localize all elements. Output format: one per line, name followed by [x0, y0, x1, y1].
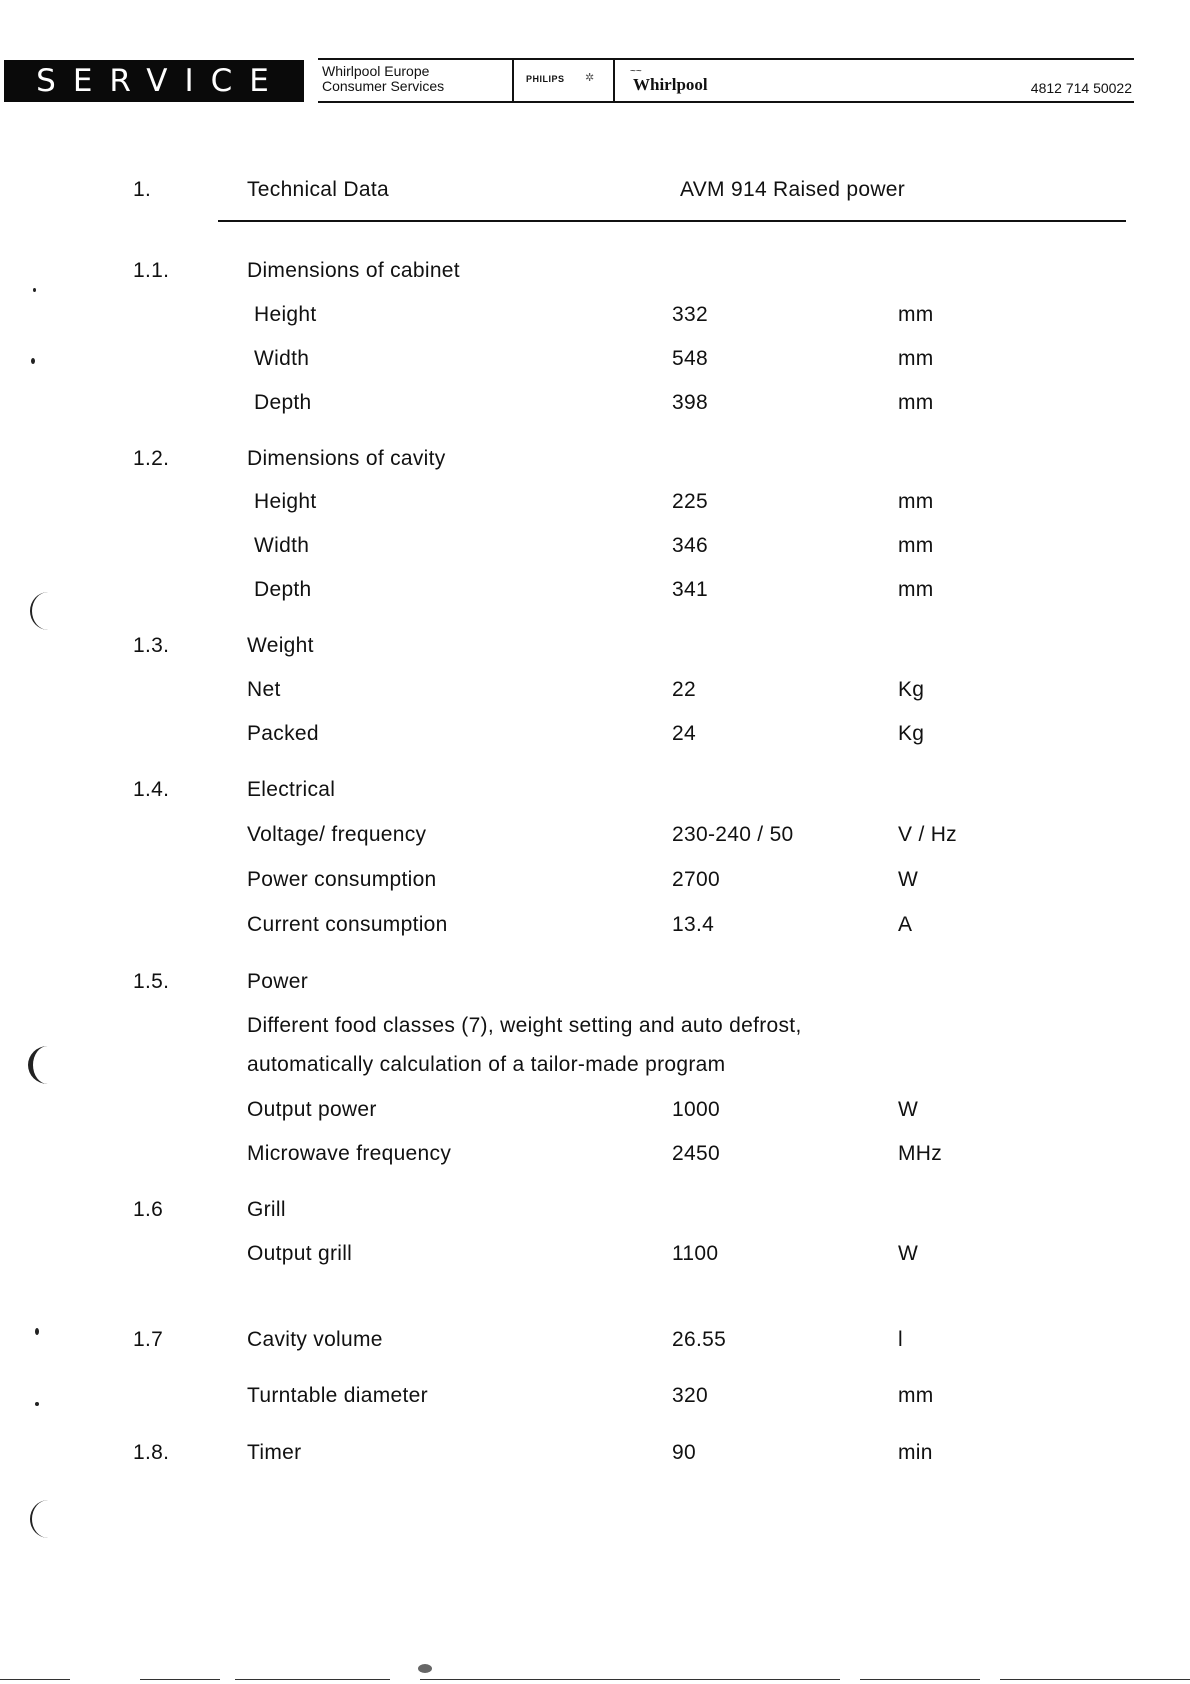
- row-value: 320: [672, 1384, 708, 1407]
- row-value: 225: [672, 490, 708, 513]
- footer-rule: [235, 1679, 390, 1680]
- section-number: 1.4.: [133, 778, 170, 801]
- row-unit: Kg: [898, 722, 925, 745]
- company-line: Whirlpool Europe: [322, 63, 430, 79]
- section-number: 1.6: [133, 1198, 164, 1221]
- row-label: Output grill: [247, 1242, 353, 1265]
- document-header: [0, 58, 1134, 104]
- row-unit: mm: [898, 303, 934, 326]
- row-unit: l: [898, 1328, 903, 1351]
- footer-rule: [1000, 1679, 1190, 1680]
- scan-speck: [418, 1664, 432, 1673]
- footer-rule: [0, 1679, 70, 1680]
- section-heading: Power: [247, 970, 309, 993]
- row-unit: Kg: [898, 678, 925, 701]
- row-unit: min: [898, 1441, 933, 1464]
- row-label: Cavity volume: [247, 1328, 383, 1351]
- row-unit: mm: [898, 534, 934, 557]
- service-banner: SERVICE: [4, 60, 304, 102]
- row-label: Height: [254, 490, 317, 513]
- row-value: 548: [672, 347, 708, 370]
- section-heading: Electrical: [247, 778, 336, 801]
- philips-logo: PHILIPS: [526, 74, 565, 84]
- row-label: Voltage/ frequency: [247, 823, 427, 846]
- footer-rule: [140, 1679, 220, 1680]
- row-value: 24: [672, 722, 696, 745]
- punch-hole-mark: [30, 1500, 66, 1538]
- scan-speck: [33, 288, 36, 292]
- row-unit: W: [898, 1242, 919, 1265]
- row-label: Output power: [247, 1098, 377, 1121]
- row-value: 2700: [672, 868, 720, 891]
- row-unit: W: [898, 1098, 919, 1121]
- row-value: 230-240 / 50: [672, 823, 794, 846]
- row-unit: mm: [898, 1384, 934, 1407]
- footer-rule: [860, 1679, 980, 1680]
- row-value: 2450: [672, 1142, 720, 1165]
- row-value: 346: [672, 534, 708, 557]
- header-divider: [613, 60, 615, 102]
- row-unit: mm: [898, 578, 934, 601]
- header-rule: [318, 58, 1134, 60]
- row-label: Packed: [247, 722, 319, 745]
- row-label: Net: [247, 678, 281, 701]
- row-label: Power consumption: [247, 868, 437, 891]
- philips-shield-icon: ✲: [585, 72, 595, 84]
- row-value: 1100: [672, 1242, 719, 1265]
- whirlpool-logo: Whirlpool: [633, 75, 708, 94]
- row-label: Depth: [254, 578, 312, 601]
- row-value: 1000: [672, 1098, 720, 1121]
- section-number: 1.1.: [133, 259, 170, 282]
- section-heading: Grill: [247, 1198, 286, 1221]
- company-name: [322, 64, 444, 94]
- row-label: Depth: [254, 391, 312, 414]
- row-value: 90: [672, 1441, 696, 1464]
- whirlpool-swirl-icon: ~~: [630, 66, 642, 77]
- section-heading: Weight: [247, 634, 314, 657]
- section-heading: Dimensions of cavity: [247, 447, 446, 470]
- description-line: Different food classes (7), weight setting and auto defrost,: [247, 1014, 802, 1037]
- header-rule: [318, 101, 1134, 103]
- row-label: Timer: [247, 1441, 302, 1464]
- row-unit: MHz: [898, 1142, 943, 1165]
- model-name: AVM 914 Raised power: [680, 178, 906, 201]
- row-unit: W: [898, 868, 919, 891]
- scan-speck: [35, 1402, 39, 1406]
- section-number: 1.8.: [133, 1441, 170, 1464]
- row-label: Current consumption: [247, 913, 448, 936]
- row-unit: V / Hz: [898, 823, 957, 846]
- title-rule: [218, 220, 1126, 222]
- scan-speck: [31, 358, 35, 364]
- row-value: 341: [672, 578, 708, 601]
- company-line: Consumer Services: [322, 78, 445, 94]
- row-value: 26.55: [672, 1328, 727, 1351]
- footer-rule: [420, 1679, 840, 1680]
- row-label: Turntable diameter: [247, 1384, 428, 1407]
- row-unit: mm: [898, 391, 934, 414]
- row-unit: A: [898, 913, 913, 936]
- header-divider: [512, 60, 514, 102]
- section-heading: Dimensions of cabinet: [247, 259, 460, 282]
- description-line: automatically calculation of a tailor-made program: [247, 1053, 726, 1076]
- punch-hole-mark: [30, 592, 66, 630]
- row-unit: mm: [898, 490, 934, 513]
- page-title: Technical Data: [247, 178, 389, 201]
- row-label: Height: [254, 303, 317, 326]
- row-label: Width: [254, 347, 310, 370]
- row-value: 398: [672, 391, 708, 414]
- section-number: 1.3.: [133, 634, 170, 657]
- row-value: 332: [672, 303, 708, 326]
- punch-hole-mark: [28, 1046, 67, 1084]
- row-value: 22: [672, 678, 696, 701]
- row-unit: mm: [898, 347, 934, 370]
- row-value: 13.4: [672, 913, 715, 936]
- section-number: 1.2.: [133, 447, 170, 470]
- row-label: Microwave frequency: [247, 1142, 452, 1165]
- section-number: 1.: [133, 178, 152, 201]
- section-number: 1.5.: [133, 970, 170, 993]
- row-label: Width: [254, 534, 310, 557]
- scan-speck: [35, 1328, 39, 1335]
- document-number: 4812 714 50022: [1030, 80, 1132, 96]
- section-number: 1.7: [133, 1328, 164, 1351]
